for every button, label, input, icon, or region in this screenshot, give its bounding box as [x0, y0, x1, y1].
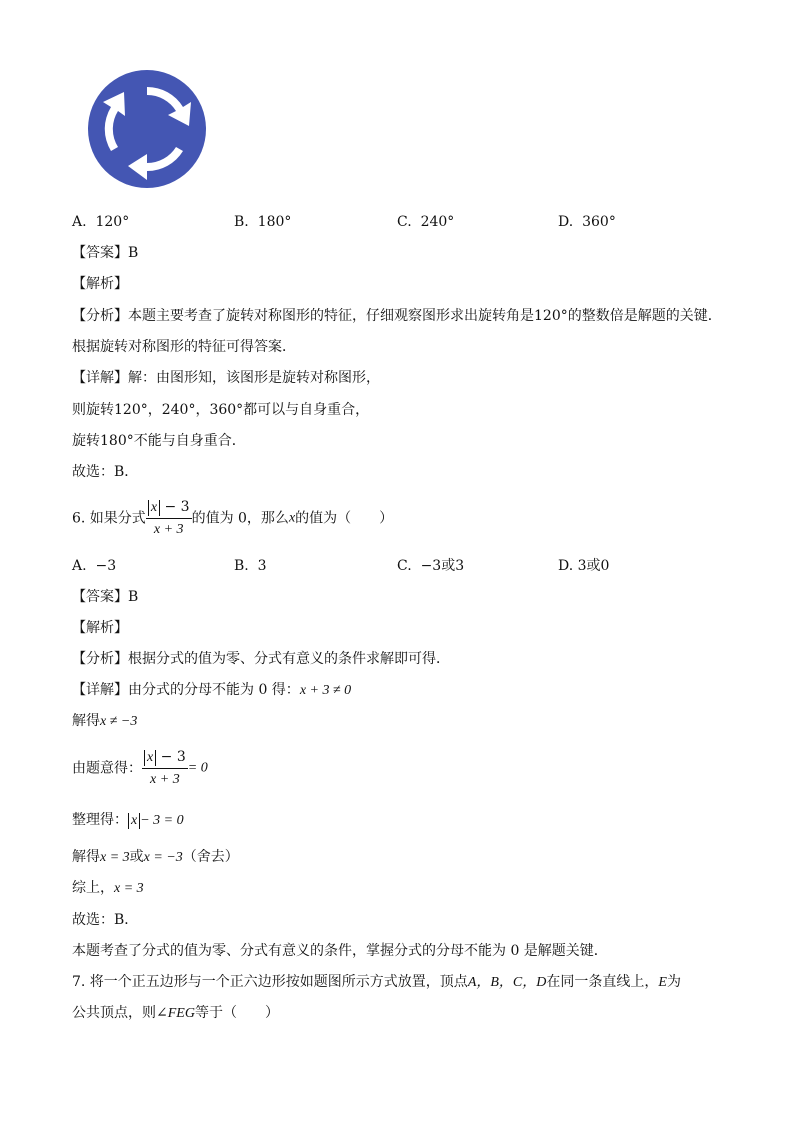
q6-detail-line-4: 整理得： x − 3 = 0: [72, 812, 184, 828]
rotation-arrows-icon: [88, 70, 206, 188]
q5-answer: 【答案】B: [72, 245, 139, 261]
q5-analysis-line-2: 根据旋转对称图形的特征可得答案．: [72, 339, 296, 355]
q5-option-a: A. 120°: [72, 214, 130, 230]
q7-stem-line-1: 7. 将一个正五边形与一个正六边形按如题图所示方式放置，顶点A，B，C，D在同一条直线上，E为: [72, 974, 681, 990]
q6-detail-line-2: 解得x ≠ −3: [72, 713, 138, 729]
q6-detail-line-5: 解得x = 3或x = −3（舍去）: [72, 849, 239, 865]
q6-jiexi-heading: 【解析】: [72, 620, 128, 636]
q6-answer: 【答案】B: [72, 589, 139, 605]
q6-option-c: C. −3或3: [397, 558, 465, 574]
q7-stem-line-2: 公共顶点，则∠FEG等于（ ）: [72, 1005, 279, 1021]
q6-option-d: D. 3或0: [558, 558, 610, 574]
q5-option-c: C. 240°: [397, 214, 455, 230]
q6-detail-line-6: 综上，x = 3: [72, 880, 144, 896]
q5-detail-line-2: 则旋转120°，240°，360°都可以与自身重合，: [72, 402, 370, 418]
q5-analysis-line-1: 【分析】本题主要考查了旋转对称图形的特征，仔细观察图形求出旋转角是120°的整数倍是解题的关键．: [72, 308, 722, 324]
q6-stem: 6. 如果分式 $\frac{x - 3}{x + 3}$ 的值为 0，那么x的值为（ ）: [72, 499, 394, 537]
q6-detail-line-1: 【详解】由分式的分母不能为 0 得：x + 3 ≠ 0: [72, 682, 352, 698]
q6-fraction: $\frac{x - 3}{x + 3}$: [146, 498, 192, 539]
q6-detail-fraction: $\frac{x - 3}{x + 3}$: [142, 748, 188, 789]
q5-detail-line-1: 【详解】解：由图形知，该图形是旋转对称图形，: [72, 370, 380, 386]
q6-analysis-line-1: 【分析】根据分式的值为零、分式有意义的条件求解即可得．: [72, 651, 450, 667]
q6-option-b: B. 3: [234, 558, 267, 574]
q6-summary: 本题考查了分式的值为零、分式有意义的条件，掌握分式的分母不能为 0 是解题关键．: [72, 943, 608, 959]
q5-detail-line-4: 故选：B．: [72, 464, 139, 480]
q5-option-d: D. 360°: [558, 214, 616, 230]
q6-detail-line-7: 故选：B．: [72, 912, 139, 928]
rotation-symmetry-figure: [88, 70, 206, 188]
q5-option-b: B. 180°: [234, 214, 292, 230]
q5-detail-line-3: 旋转180°不能与自身重合．: [72, 433, 246, 449]
q6-option-a: A. −3: [72, 558, 117, 574]
q5-jiexi-heading: 【解析】: [72, 276, 128, 292]
q6-detail-line-3: 由题意得： $\frac{x - 3}{x + 3}$ = 0: [72, 749, 208, 787]
